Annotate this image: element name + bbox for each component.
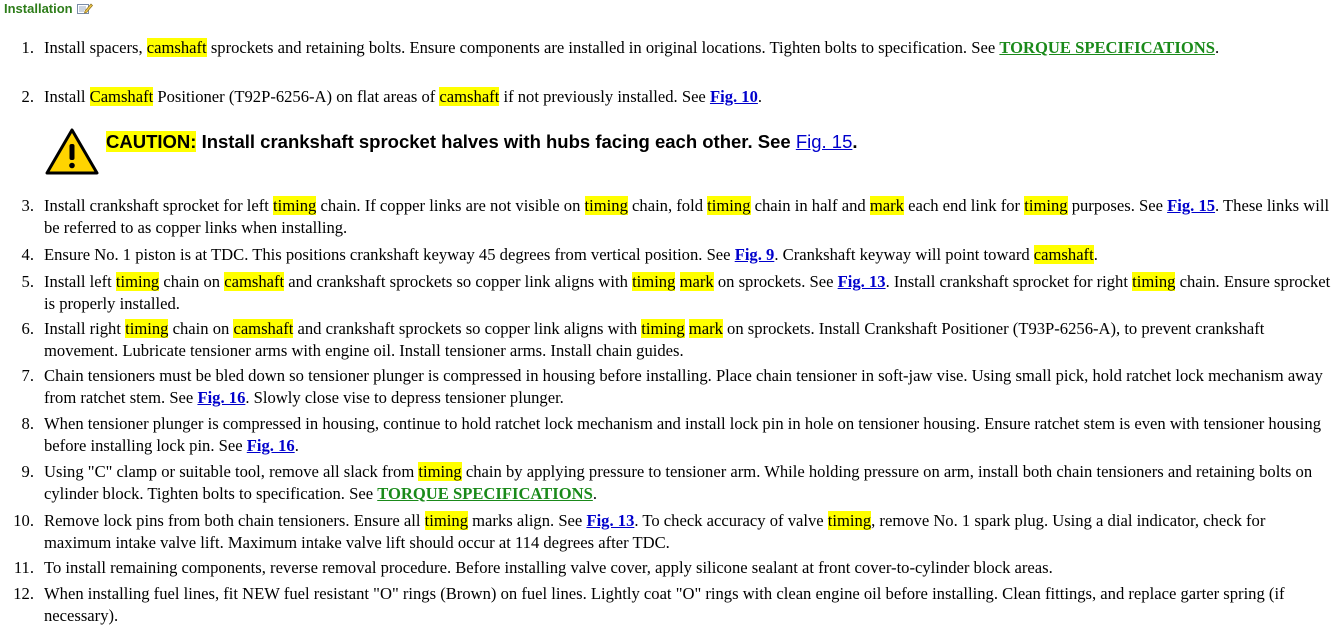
step-text-run: . Crankshaft keyway will point toward — [774, 245, 1034, 264]
step-text-run: Using "C" clamp or suitable tool, remove all slack from — [44, 462, 419, 481]
caution-box — [44, 127, 1044, 177]
step-number: 10. — [13, 511, 34, 530]
step-number: 7. — [21, 366, 34, 385]
highlighted-term: camshaft — [224, 272, 285, 291]
step-text-run: Remove lock pins from both chain tensioners. Ensure all — [44, 511, 425, 530]
step-text-run: each end link for — [903, 196, 1025, 215]
step-text-run: chain. Ensure sprocket is properly installed. — [44, 272, 1331, 313]
highlighted-term: timing — [125, 319, 169, 338]
step-text-run: When installing fuel lines, fit NEW fuel resistant "O" rings (Brown) on fuel lines. Lightly coat "O" rings with clean engine oil before installing. Clean fittings, and replace garter spring (if necessary). — [44, 584, 1285, 625]
step-text-run: . — [757, 87, 763, 106]
step-number: 3. — [21, 196, 34, 215]
step-text — [44, 37, 1336, 59]
torque-spec-link[interactable]: TORQUE SPECIFICATIONS — [377, 484, 593, 503]
figure-link[interactable]: Fig. 10 — [709, 87, 758, 106]
highlighted-term: mark — [679, 272, 714, 291]
step-number: 12. — [13, 584, 34, 603]
step-text-run: chain. If copper links are not visible on — [316, 196, 585, 215]
step-text-run: Positioner (T92P-6256-A) on flat areas of — [153, 87, 440, 106]
step-text-run: . Slowly close vise to depress tensioner plunger. — [245, 388, 564, 407]
caution-fig-link[interactable]: Fig. 15 — [795, 131, 853, 152]
highlighted-term: timing — [584, 196, 628, 215]
caution-end: . — [852, 131, 858, 152]
step-number: 11. — [13, 558, 34, 577]
step-text-run: marks align. See — [468, 511, 587, 530]
highlighted-term: mark — [869, 196, 904, 215]
highlighted-term: timing — [641, 319, 685, 338]
highlighted-term: timing — [115, 272, 160, 291]
step-text-run: Chain tensioners must be bled down so tensioner plunger is compressed in housing before installing. Place chain tensioner in soft-jaw vise. Using small pick, hold ratchet lock mechanism away from ratchet stem. See — [44, 366, 1323, 407]
step-text — [44, 365, 1336, 409]
figure-link[interactable]: Fig. 13 — [837, 272, 886, 291]
step-text-run: Install — [44, 87, 90, 106]
figure-link[interactable]: Fig. 9 — [734, 245, 775, 264]
step-number: 6. — [21, 319, 34, 338]
step-text — [44, 413, 1336, 457]
step-text-run: sprockets and retaining bolts. Ensure components are installed in original locations. Tighten bolts to specification. See — [206, 38, 1000, 57]
step-text — [44, 461, 1336, 505]
step-text — [44, 557, 1336, 579]
step-text-run: Ensure No. 1 piston is at TDC. This positions crankshaft keyway 45 degrees from vertical position. See — [44, 245, 735, 264]
highlighted-term: timing — [418, 462, 462, 481]
step-text-run: purposes. See — [1067, 196, 1168, 215]
caution-label: CAUTION: — [106, 131, 197, 152]
top-rule — [690, 0, 836, 2]
warning-triangle-icon — [44, 127, 100, 177]
step-text-run: chain on — [168, 319, 234, 338]
step-text — [44, 318, 1336, 362]
step-text-run: . — [1093, 245, 1098, 264]
step-text-run — [675, 272, 679, 291]
step-text-run: . These links will be referred to as copper links when installing. — [44, 196, 1330, 237]
caution-text — [106, 131, 858, 153]
highlighted-term: timing — [273, 196, 317, 215]
highlighted-term: camshaft — [1033, 245, 1094, 264]
highlighted-term: timing — [424, 511, 468, 530]
step-text — [44, 510, 1336, 554]
step-text-run: . — [294, 436, 299, 455]
torque-spec-link[interactable]: TORQUE SPECIFICATIONS — [999, 38, 1215, 57]
step-text-run: . — [1214, 38, 1220, 57]
step-number: 8. — [21, 414, 34, 433]
figure-link[interactable]: Fig. 13 — [586, 511, 635, 530]
step-text-run: and crankshaft sprockets so copper link aligns with — [293, 319, 642, 338]
step-text-run: . Install crankshaft sprocket for right — [885, 272, 1133, 291]
step-text-run: chain on — [159, 272, 225, 291]
highlighted-term: camshaft — [439, 87, 500, 106]
step-number: 9. — [21, 462, 34, 481]
step-text-run: Install crankshaft sprocket for left — [44, 196, 273, 215]
step-text-run: Install right — [44, 319, 126, 338]
highlighted-term: timing — [1024, 196, 1068, 215]
highlighted-term: Camshaft — [89, 87, 154, 106]
figure-link[interactable]: Fig. 16 — [246, 436, 295, 455]
step-text-run: . — [592, 484, 597, 503]
step-number: 5. — [21, 272, 34, 291]
section-heading — [4, 1, 93, 16]
step-text — [44, 583, 1336, 627]
edit-note-icon[interactable] — [77, 2, 93, 15]
highlighted-term: timing — [632, 272, 676, 291]
highlighted-term: camshaft — [146, 38, 207, 57]
step-number: 4. — [21, 245, 34, 264]
figure-link[interactable]: Fig. 15 — [1167, 196, 1216, 215]
step-text-run: chain in half and — [750, 196, 870, 215]
step-text-run: chain, fold — [627, 196, 708, 215]
highlighted-term: mark — [688, 319, 723, 338]
step-number: 2. — [21, 87, 34, 106]
step-text-run: Install spacers, — [44, 38, 147, 57]
figure-link[interactable]: Fig. 16 — [197, 388, 246, 407]
step-number: 1. — [21, 38, 34, 57]
step-text-run: To install remaining components, reverse removal procedure. Before installing valve cover, apply silicone sealant at front cover-to-cylinder block areas. — [44, 558, 1053, 577]
highlighted-term: timing — [827, 511, 872, 530]
step-text-run: if not previously installed. See — [499, 87, 710, 106]
step-text-run: chain by applying pressure to tensioner arm. While holding pressure on arm, install both chain tensioners and retaining bolts on cylinder block. Tighten bolts to specification. See — [44, 462, 1313, 503]
step-text — [44, 244, 1336, 266]
highlighted-term: camshaft — [233, 319, 294, 338]
step-text — [44, 195, 1336, 239]
highlighted-term: timing — [1132, 272, 1176, 291]
step-text-run: , remove No. 1 spark plug. Using a dial indicator, check for maximum intake valve lift. Maximum intake valve lift should occur at 114 degrees after TDC. — [44, 511, 1266, 552]
step-text-run: on sprockets. Install Crankshaft Positioner (T93P-6256-A), to prevent crankshaft movement. Lubricate tensioner arms with engine oil. Install tensioner arms. Install chain guides. — [44, 319, 1265, 360]
section-title: Installation — [4, 1, 73, 16]
step-text-run: Install left — [44, 272, 116, 291]
step-text-run: on sprockets. See — [713, 272, 838, 291]
caution-message: Install crankshaft sprocket halves with hubs facing each other. See — [201, 131, 791, 152]
step-text — [44, 271, 1336, 315]
highlighted-term: timing — [707, 196, 751, 215]
step-text — [44, 86, 1336, 108]
step-text-run: When tensioner plunger is compressed in housing, continue to hold ratchet lock mechanism and install lock pin in hole on tensioner housing. Ensure ratchet stem is even with tensioner housing before installing lock pin. See — [44, 414, 1321, 455]
step-text-run: and crankshaft sprockets so copper link aligns with — [284, 272, 633, 291]
step-text-run: . To check accuracy of valve — [634, 511, 828, 530]
